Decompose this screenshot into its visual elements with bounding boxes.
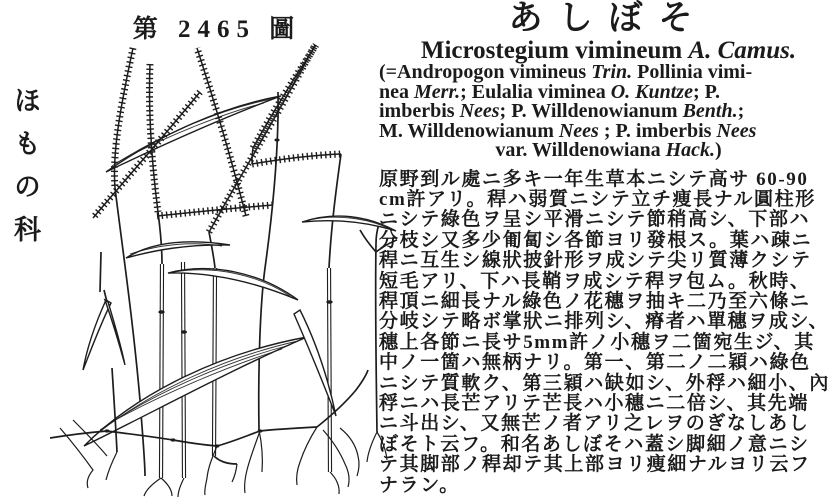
- family-label-vertical: ほもの科: [10, 86, 40, 258]
- raceme-spikes: [93, 45, 341, 232]
- description-line: ナラン。: [379, 474, 460, 496]
- synonym-line: nea Merr.; Eulalia viminea O. Kuntze; P.: [379, 80, 720, 103]
- description-text: [379, 170, 838, 497]
- description-line: 穗上各節ニ長サ5mm許ノ小穗ヲ二箇宛生ジ、其: [379, 331, 815, 353]
- description-line: cm許アリ。稈ハ弱質ニシテ立チ痩長ナル圓柱形: [379, 188, 816, 210]
- description-line: 稈頂ニ細長ナル綠色ノ花穗ヲ抽キ二乃至六條ニ: [379, 290, 811, 312]
- description-line: 短毛アリ、下ハ長鞘ヲ成シテ稈ヲ包ム。秋時、: [379, 270, 811, 292]
- description-line: ニシテ質軟ク、第三穎ハ缺如シ、外稃ハ細小、內: [379, 372, 830, 394]
- description-line: 分岐シテ略ボ掌狀ニ排列シ、瘠者ハ單穗ヲ成シ、: [379, 311, 830, 333]
- synonym-line: M. Willdenowianum Nees ; P. imberbis Nees: [379, 119, 757, 142]
- description-column: [379, 0, 838, 496]
- synonym-line: imberbis Nees; P. Willdenowianum Benth.;: [379, 100, 745, 122]
- description-line: ニ斗出シ、又無芒ノ者アリ之レヲのぎなしあし: [379, 413, 810, 435]
- synonym-block: [379, 63, 838, 161]
- latin-name: Microstegium vimineum A. Camus.: [420, 37, 797, 64]
- description-line: ニシテ綠色ヲ呈シ平滑ニシテ節稍高シ、下部ハ: [379, 209, 811, 231]
- description-line: 分枝シ又多少匍匐シ各節ヨリ發根ス。葉ハ疎ニ: [379, 229, 813, 251]
- description-line: 中ノ一箇ハ無柄ナリ。第一、第二ノ二穎ハ綠色: [379, 352, 811, 374]
- plant-title-japanese: あしぼそ: [508, 0, 709, 37]
- description-line: ぼそト云フ。和名あしぼそハ蓋シ脚細ノ意ニシ: [379, 433, 810, 455]
- synonym-line: (=Andropogon vimineus Trin. Pollinia vimi-: [379, 61, 753, 83]
- description-line: テ其脚部ノ稈却テ其上部ヨリ痩細ナルヨリ云フ: [379, 454, 811, 476]
- description-line: 原野到ル處ニ多キ一年生草本ニシテ高サ 60-90: [379, 168, 809, 190]
- synonym-line: var. Willdenowiana Hack.): [495, 139, 722, 161]
- botanical-illustration: [0, 0, 400, 500]
- figure-caption: 第 2465 圖: [132, 16, 302, 43]
- description-line: 稃ニハ長芒アリテ芒長ハ小穗ニ二倍シ、其先端: [379, 392, 809, 414]
- description-line: 稈ニ互生シ線狀披針形ヲ成シテ尖リ質薄クシテ: [379, 250, 812, 272]
